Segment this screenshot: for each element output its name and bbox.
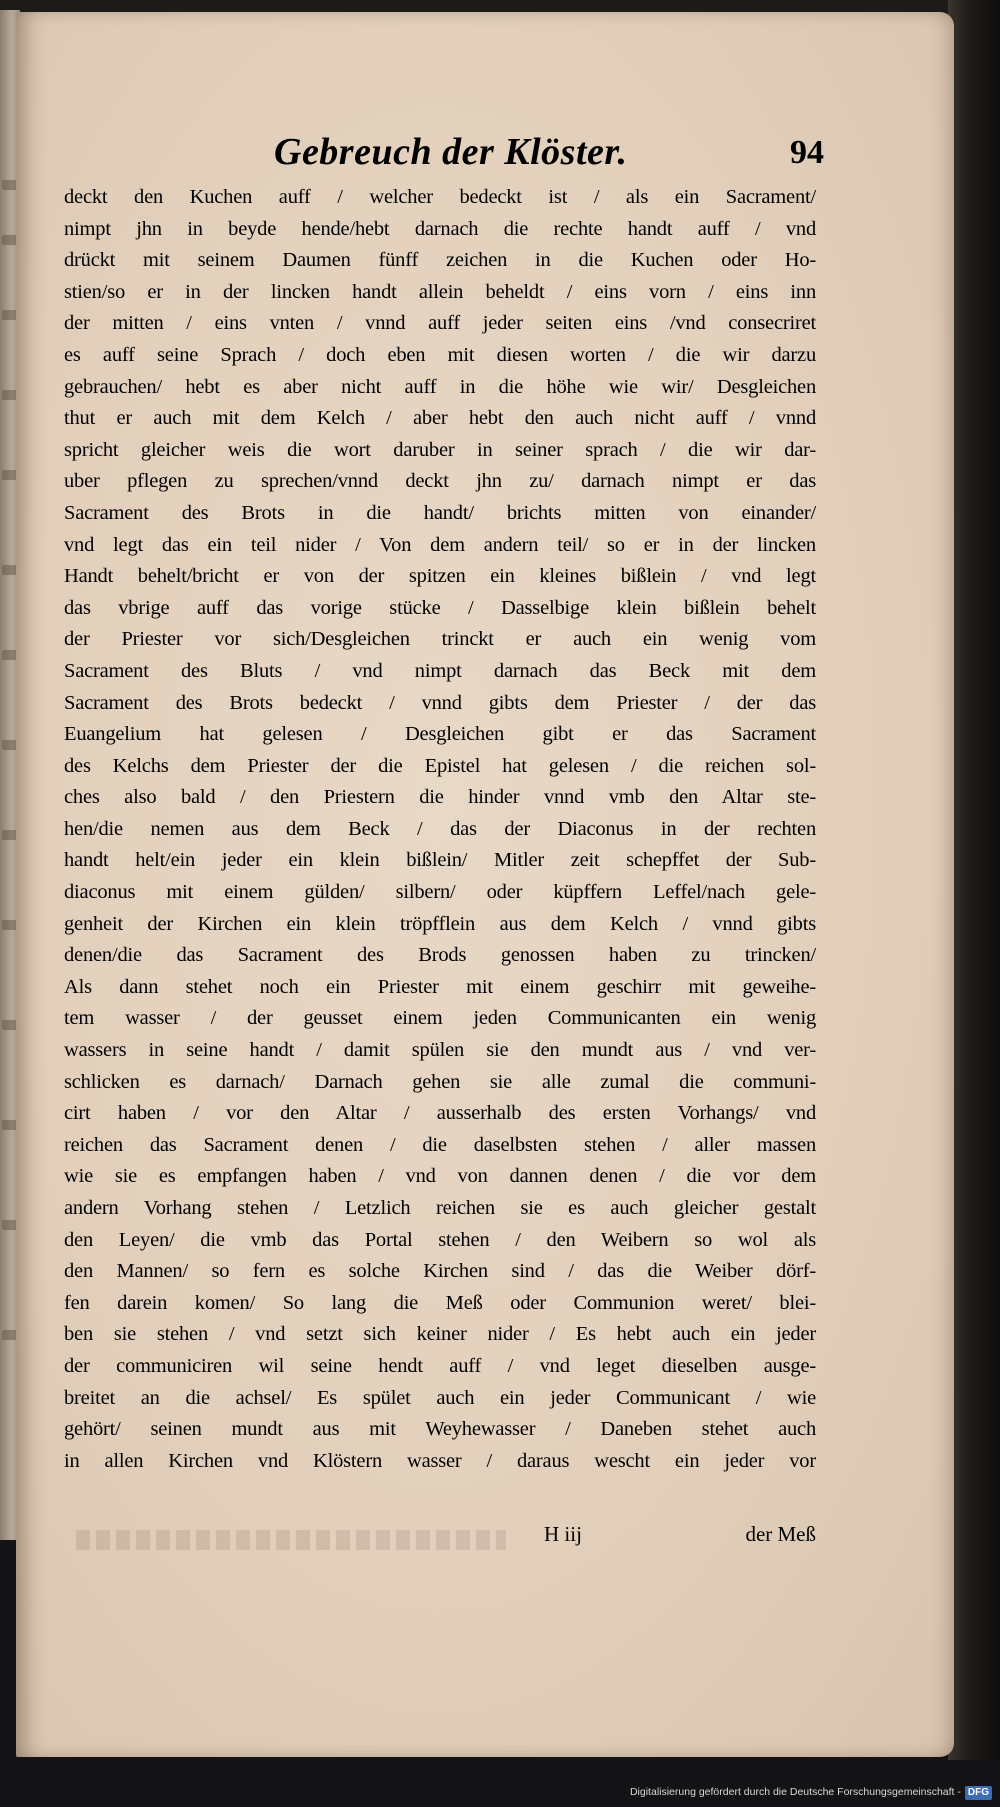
text-line: spricht gleicher weis die wort daruber in seiner sprach / die wir dar- — [64, 438, 816, 461]
text-line: vnd legt das ein teil nider / Von dem andern teil/ so er in der lincken — [64, 533, 816, 556]
text-line: drückt mit seinem Daumen fünff zeichen in die Kuchen oder Ho- — [64, 249, 816, 272]
page-footer — [64, 1522, 816, 1556]
dfg-logo: DFG — [965, 1786, 992, 1800]
text-line: es auff seine Sprach / doch eben mit diesen worten / die wir darzu — [64, 343, 816, 366]
text-line: das vbrige auff das vorige stücke / Dasselbige klein bißlein behelt — [64, 596, 816, 619]
digitization-credit — [630, 1781, 992, 1803]
text-line: Sacrament des Brots bedeckt / vnnd gibts dem Priester / der das — [64, 691, 816, 714]
page-sheet — [16, 12, 954, 1757]
text-line: stien/so er in der lincken handt allein beheldt / eins vorn / eins inn — [64, 280, 816, 303]
page-header — [64, 130, 824, 182]
text-line: Euangelium hat gelesen / Desgleichen gibt er das Sacrament — [64, 723, 816, 746]
text-line: tem wasser / der geusset einem jeden Communicanten ein wenig — [64, 1007, 816, 1030]
text-line: wie sie es empfangen haben / vnd von dannen denen / die vor dem — [64, 1165, 816, 1188]
text-line: diaconus mit einem gülden/ silbern/ oder küpffern Leffel/nach gele- — [64, 881, 816, 904]
catchword: der Meß — [745, 1522, 816, 1546]
text-line: denen/die das Sacrament des Brods genossen haben zu trincken/ — [64, 944, 816, 967]
text-line: cirt haben / vor den Altar / ausserhalb des ersten Vorhangs/ vnd — [64, 1102, 816, 1125]
book-binding — [948, 0, 1000, 1760]
text-line: reichen das Sacrament denen / die daselbsten stehen / aller massen — [64, 1133, 816, 1156]
text-line: fen darein komen/ So lang die Meß oder Communion weret/ blei- — [64, 1291, 816, 1314]
text-line: schlicken es darnach/ Darnach gehen sie alle zumal die communi- — [64, 1070, 816, 1093]
text-line: ches also bald / den Priestern die hinder vnnd vmb den Altar ste- — [64, 786, 816, 809]
text-line: nimpt jhn in beyde hende/hebt darnach die rechte handt auff / vnd — [64, 217, 816, 240]
text-line: gebrauchen/ hebt es aber nicht auff in die höhe wie wir/ Desgleichen — [64, 375, 816, 398]
text-line: andern Vorhang stehen / Letzlich reichen sie es auch gleicher gestalt — [64, 1197, 816, 1219]
credit-text: Digitalisierung gefördert durch die Deutsche Forschungsgemeinschaft - — [629, 1786, 961, 1798]
text-line: des Kelchs dem Priester der die Epistel hat gelesen / die reichen sol- — [64, 754, 816, 777]
text-line: den Leyen/ die vmb das Portal stehen / den Weibern so wol als — [64, 1228, 816, 1251]
text-line: hen/die nemen aus dem Beck / das der Diaconus in der rechten — [64, 817, 816, 840]
text-line: der mitten / eins vnten / vnnd auff jeder seiten eins /vnd consecriret — [64, 312, 816, 335]
text-line: Sacrament des Bluts / vnd nimpt darnach das Beck mit dem — [64, 659, 816, 682]
text-line: den Mannen/ so fern es solche Kirchen sind / das die Weiber dörf- — [64, 1260, 816, 1283]
text-line: in allen Kirchen vnd Klöstern wasser / daraus wescht ein jeder vor — [64, 1449, 816, 1472]
text-line: deckt den Kuchen auff / welcher bedeckt ist / als ein Sacrament/ — [64, 186, 816, 208]
text-line: gehört/ seinen mundt aus mit Weyhewasser / Daneben stehet auch — [64, 1418, 816, 1441]
text-line: wassers in seine handt / damit spülen sie den mundt aus / vnd ver- — [64, 1039, 816, 1062]
text-line: Sacrament des Brots in die handt/ brichts mitten von einander/ — [64, 501, 816, 524]
text-line: Als dann stehet noch ein Priester mit einem geschirr mit geweihe- — [64, 975, 816, 998]
text-line: uber pflegen zu sprechen/vnnd deckt jhn zu/ darnach nimpt er das — [64, 470, 816, 493]
text-line: genheit der Kirchen ein klein tröpfflein aus dem Kelch / vnnd gibts — [64, 912, 816, 935]
text-line: handt helt/ein jeder ein klein bißlein/ Mitler zeit schepffet der Sub- — [64, 849, 816, 872]
folio-number: 94 — [790, 134, 824, 171]
signature-mark: H iij — [544, 1522, 582, 1546]
text-line: der communiciren wil seine hendt auff / vnd leget dieselben ausge- — [64, 1354, 816, 1377]
running-head: Gebreuch der Klöster. — [274, 131, 628, 173]
text-line: thut er auch mit dem Kelch / aber hebt den auch nicht auff / vnnd — [64, 407, 816, 430]
text-line: der Priester vor sich/Desgleichen trinckt er auch ein wenig vom — [64, 628, 816, 651]
text-line: breitet an die achsel/ Es spület auch ein jeder Communicant / wie — [64, 1386, 816, 1409]
text-line: Handt behelt/bricht er von der spitzen ein kleines bißlein / vnd legt — [64, 565, 816, 588]
body-text — [64, 182, 816, 1477]
text-line: ben sie stehen / vnd setzt sich keiner nider / Es hebt auch ein jeder — [64, 1323, 816, 1346]
